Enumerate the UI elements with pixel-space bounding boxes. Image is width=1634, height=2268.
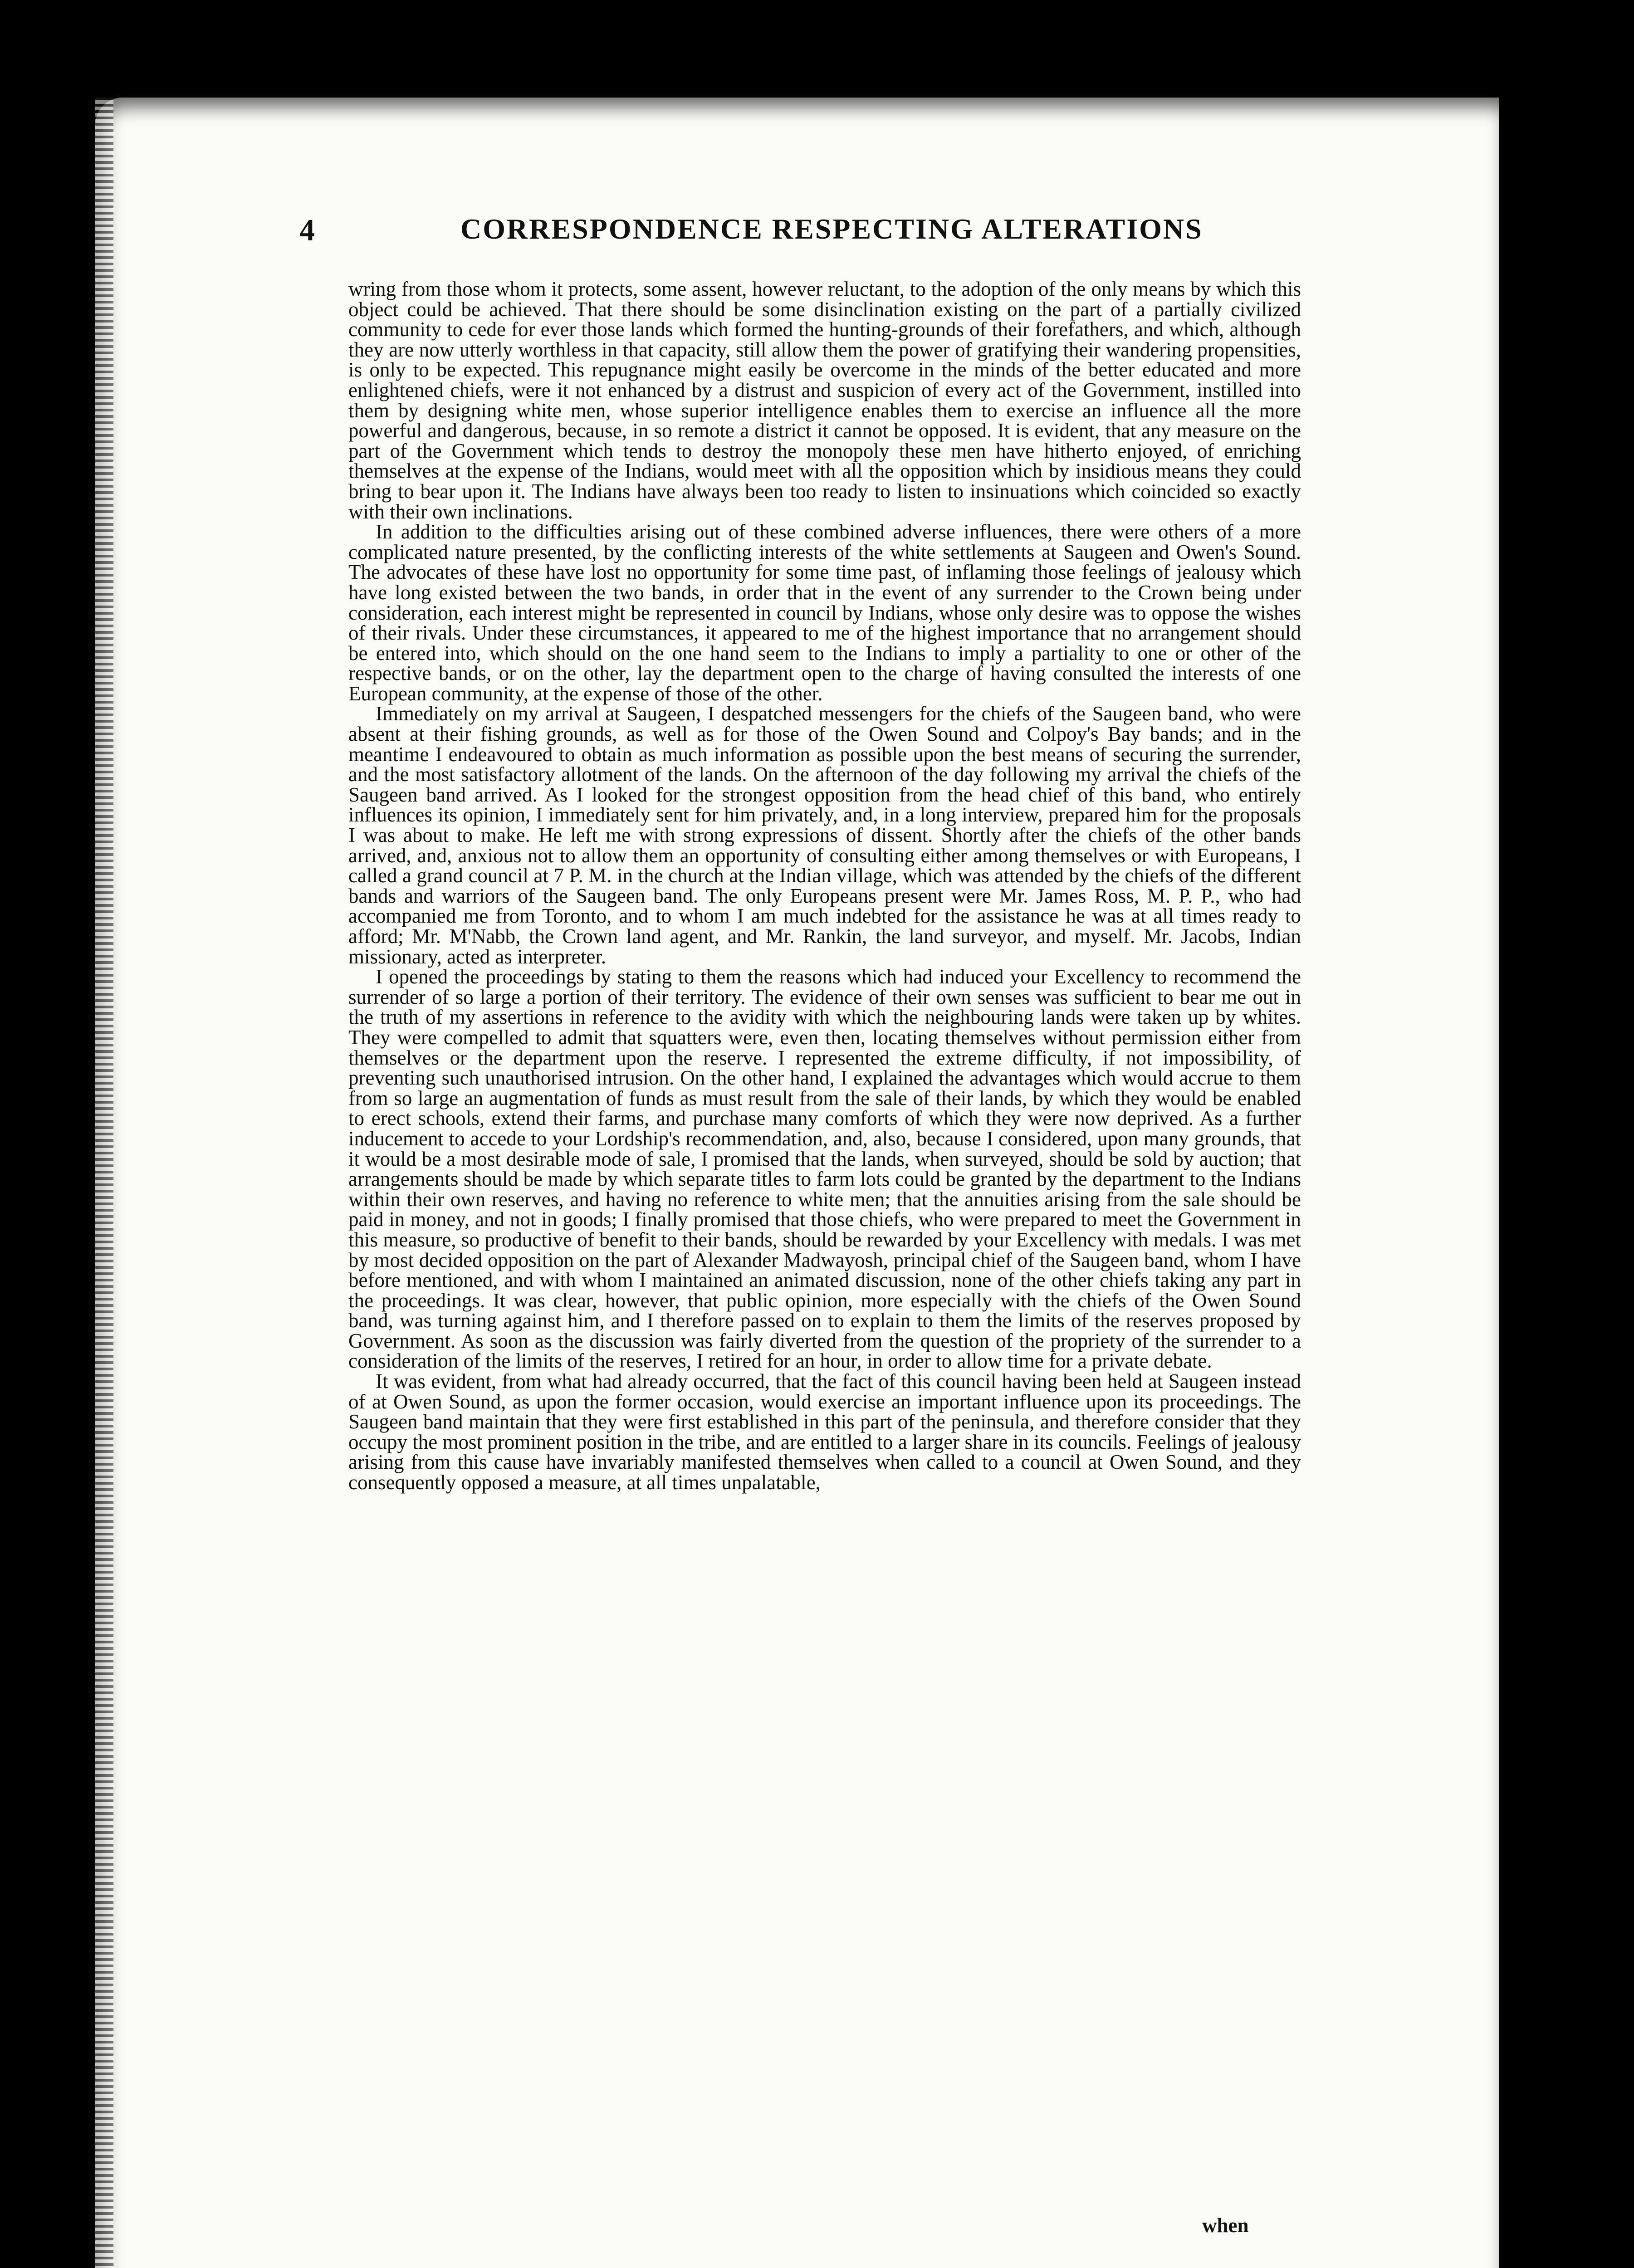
page-header [299, 212, 1207, 253]
paragraph-council-location: It was evident, from what had already occurred, that the fact of this council having been held at Saugeen instead of at Owen Sound, as upon the former occasion, would exercise an important influence upon its proceedings. The Saugeen band maintain that they were first established in this part of the peninsula, and therefore consider that they occupy the most prominent position in the tribe, and are entitled to a larger share in its councils. Feelings of jealousy arising from this cause have invariably manifested themselves when called to a council at Owen Sound, and they consequently opposed a measure, at all times unpalatable, [348, 1370, 1301, 1494]
catch-word: when [1202, 2214, 1249, 2237]
paragraph-arrival-saugeen: Immediately on my arrival at Saugeen, I despatched messengers for the chiefs of the Saugeen band, who were absent at their fishing grounds, as well as for those of the Owen Sound and Colpoy's Bay bands; and in the meantime I endeavoured to obtain as much information as possible upon the best means of securing the surrender, and the most satisfactory allotment of the lands. On the afternoon of the day following my arrival the chiefs of the Saugeen band arrived. As I looked for the strongest opposition from the head chief of this band, who entirely influences its opinion, I immediately sent for him privately, and, in a long interview, prepared him for the proposals I was about to make. He left me with strong expressions of dissent. Shortly after the chiefs of the other bands arrived, and, anxious not to allow them an opportunity of consulting either among themselves or with Europeans, I called a grand council at 7 P. M. in the church at the Indian village, which was attended by the chiefs of the different bands and warriors of the Saugeen band. The only Europeans present were Mr. James Ross, M. P. P., who had accompanied me from Toronto, and to whom I am much indebted for the assistance he was at all times ready to afford; Mr. M'Nabb, the Crown land agent, and Mr. Rankin, the land surveyor, and myself. Mr. Jacobs, Indian missionary, acted as interpreter. [348, 702, 1301, 968]
scan-noise-left-edge [95, 98, 113, 2268]
page-number: 4 [299, 213, 315, 247]
paragraph-difficulties: In addition to the difficulties arising out of these combined adverse influences, there were others of a more complicated nature presented, by the conflicting interests of the white settlements at Saugeen and Owen's Sound. The advocates of these have lost no opportunity for some time past, of inflaming those feelings of jealousy which have long existed between the two bands, in order that in the event of any surrender to the Crown being under consideration, each interest might be represented in council by Indians, whose only desire was to oppose the wishes of their rivals. Under these circumstances, it appeared to me of the highest importance that no arrangement should be entered into, which should on the one hand seem to the Indians to imply a partiality to one or other of the respective bands, or on the other, lay the department open to the charge of having consulted the interests of one European community, at the expense of those of the other. [348, 520, 1301, 705]
paragraph-proceedings: I opened the proceedings by stating to them the reasons which had induced your Excellency to recommend the surrender of so large a portion of their territory. The evidence of their own senses was sufficient to bear me out in the truth of my assertions in reference to the avidity with which the neighbouring lands were taken up by whites. They were compelled to admit that squatters were, even then, locating themselves without permission either from themselves or the department upon the reserve. I represented the extreme difficulty, if not impossibility, of preventing such unauthorised intrusion. On the other hand, I explained the advantages which would accrue to them from so large an augmentation of funds as must result from the sale of their lands, by which they would be enabled to erect schools, extend their farms, and purchase many comforts of which they were now deprived. As a further inducement to accede to your Lordship's recommendation, and, also, because I considered, upon many grounds, that it would be a most desirable mode of sale, I promised that the lands, when surveyed, should be sold by auction; that arrangements should be made by which separate titles to farm lots could be granted by the department to the Indians within their own reserves, and having no reference to white men; that the annuities arising from the sale should be paid in money, and not in goods; I finally promised that those chiefs, who were prepared to meet the Government in this measure, so productive of benefit to their bands, should be rewarded by your Excellency with medals. I was met by most decided opposition on the part of Alexander Madwayosh, principal chief of the Saugeen band, whom I have before mentioned, and with whom I maintained an animated discussion, none of the other chiefs taking any part in the proceedings. It was clear, however, that public opinion, more especially with the chiefs of the Owen Sound band, was turning against him, and I therefore passed on to explain to them the limits of the reserves proposed by Government. As soon as the discussion was fairly diverted from the question of the propriety of the surrender to a consideration of the limits of the reserves, I retired for an hour, in order to allow time for a private debate. [348, 965, 1301, 1373]
scan-dark-border-right [1499, 68, 1526, 2268]
running-head: CORRESPONDENCE RESPECTING ALTERATIONS [460, 213, 1203, 245]
paragraph-continuation: wring from those whom it protects, some assent, however reluctant, to the adoption of the only means by which this object could be achieved. That there should be some disinclination existing on the part of a partially civilized community to cede for ever those lands which formed the hunting-grounds of their forefathers, and which, although they are now utterly worthless in that capacity, still allow them the power of gratifying their wandering propensities, is only to be expected. This repugnance might easily be overcome in the minds of the better educated and more enlightened chiefs, were it not enhanced by a distrust and suspicion of every act of the Government, instilled into them by designing white men, whose superior intelligence enables them to exercise an influence all the more powerful and dangerous, because, in so remote a district it cannot be opposed. It is evident, that any measure on the part of the Government which tends to destroy the monopoly these men have hitherto enjoyed, of enriching themselves at the expense of the Indians, would meet with all the opposition which by insidious means they could bring to bear upon it. The Indians have always been too ready to listen to insinuations which coincided so exactly with their own inclinations. [348, 278, 1301, 523]
body-text [348, 279, 1301, 2220]
